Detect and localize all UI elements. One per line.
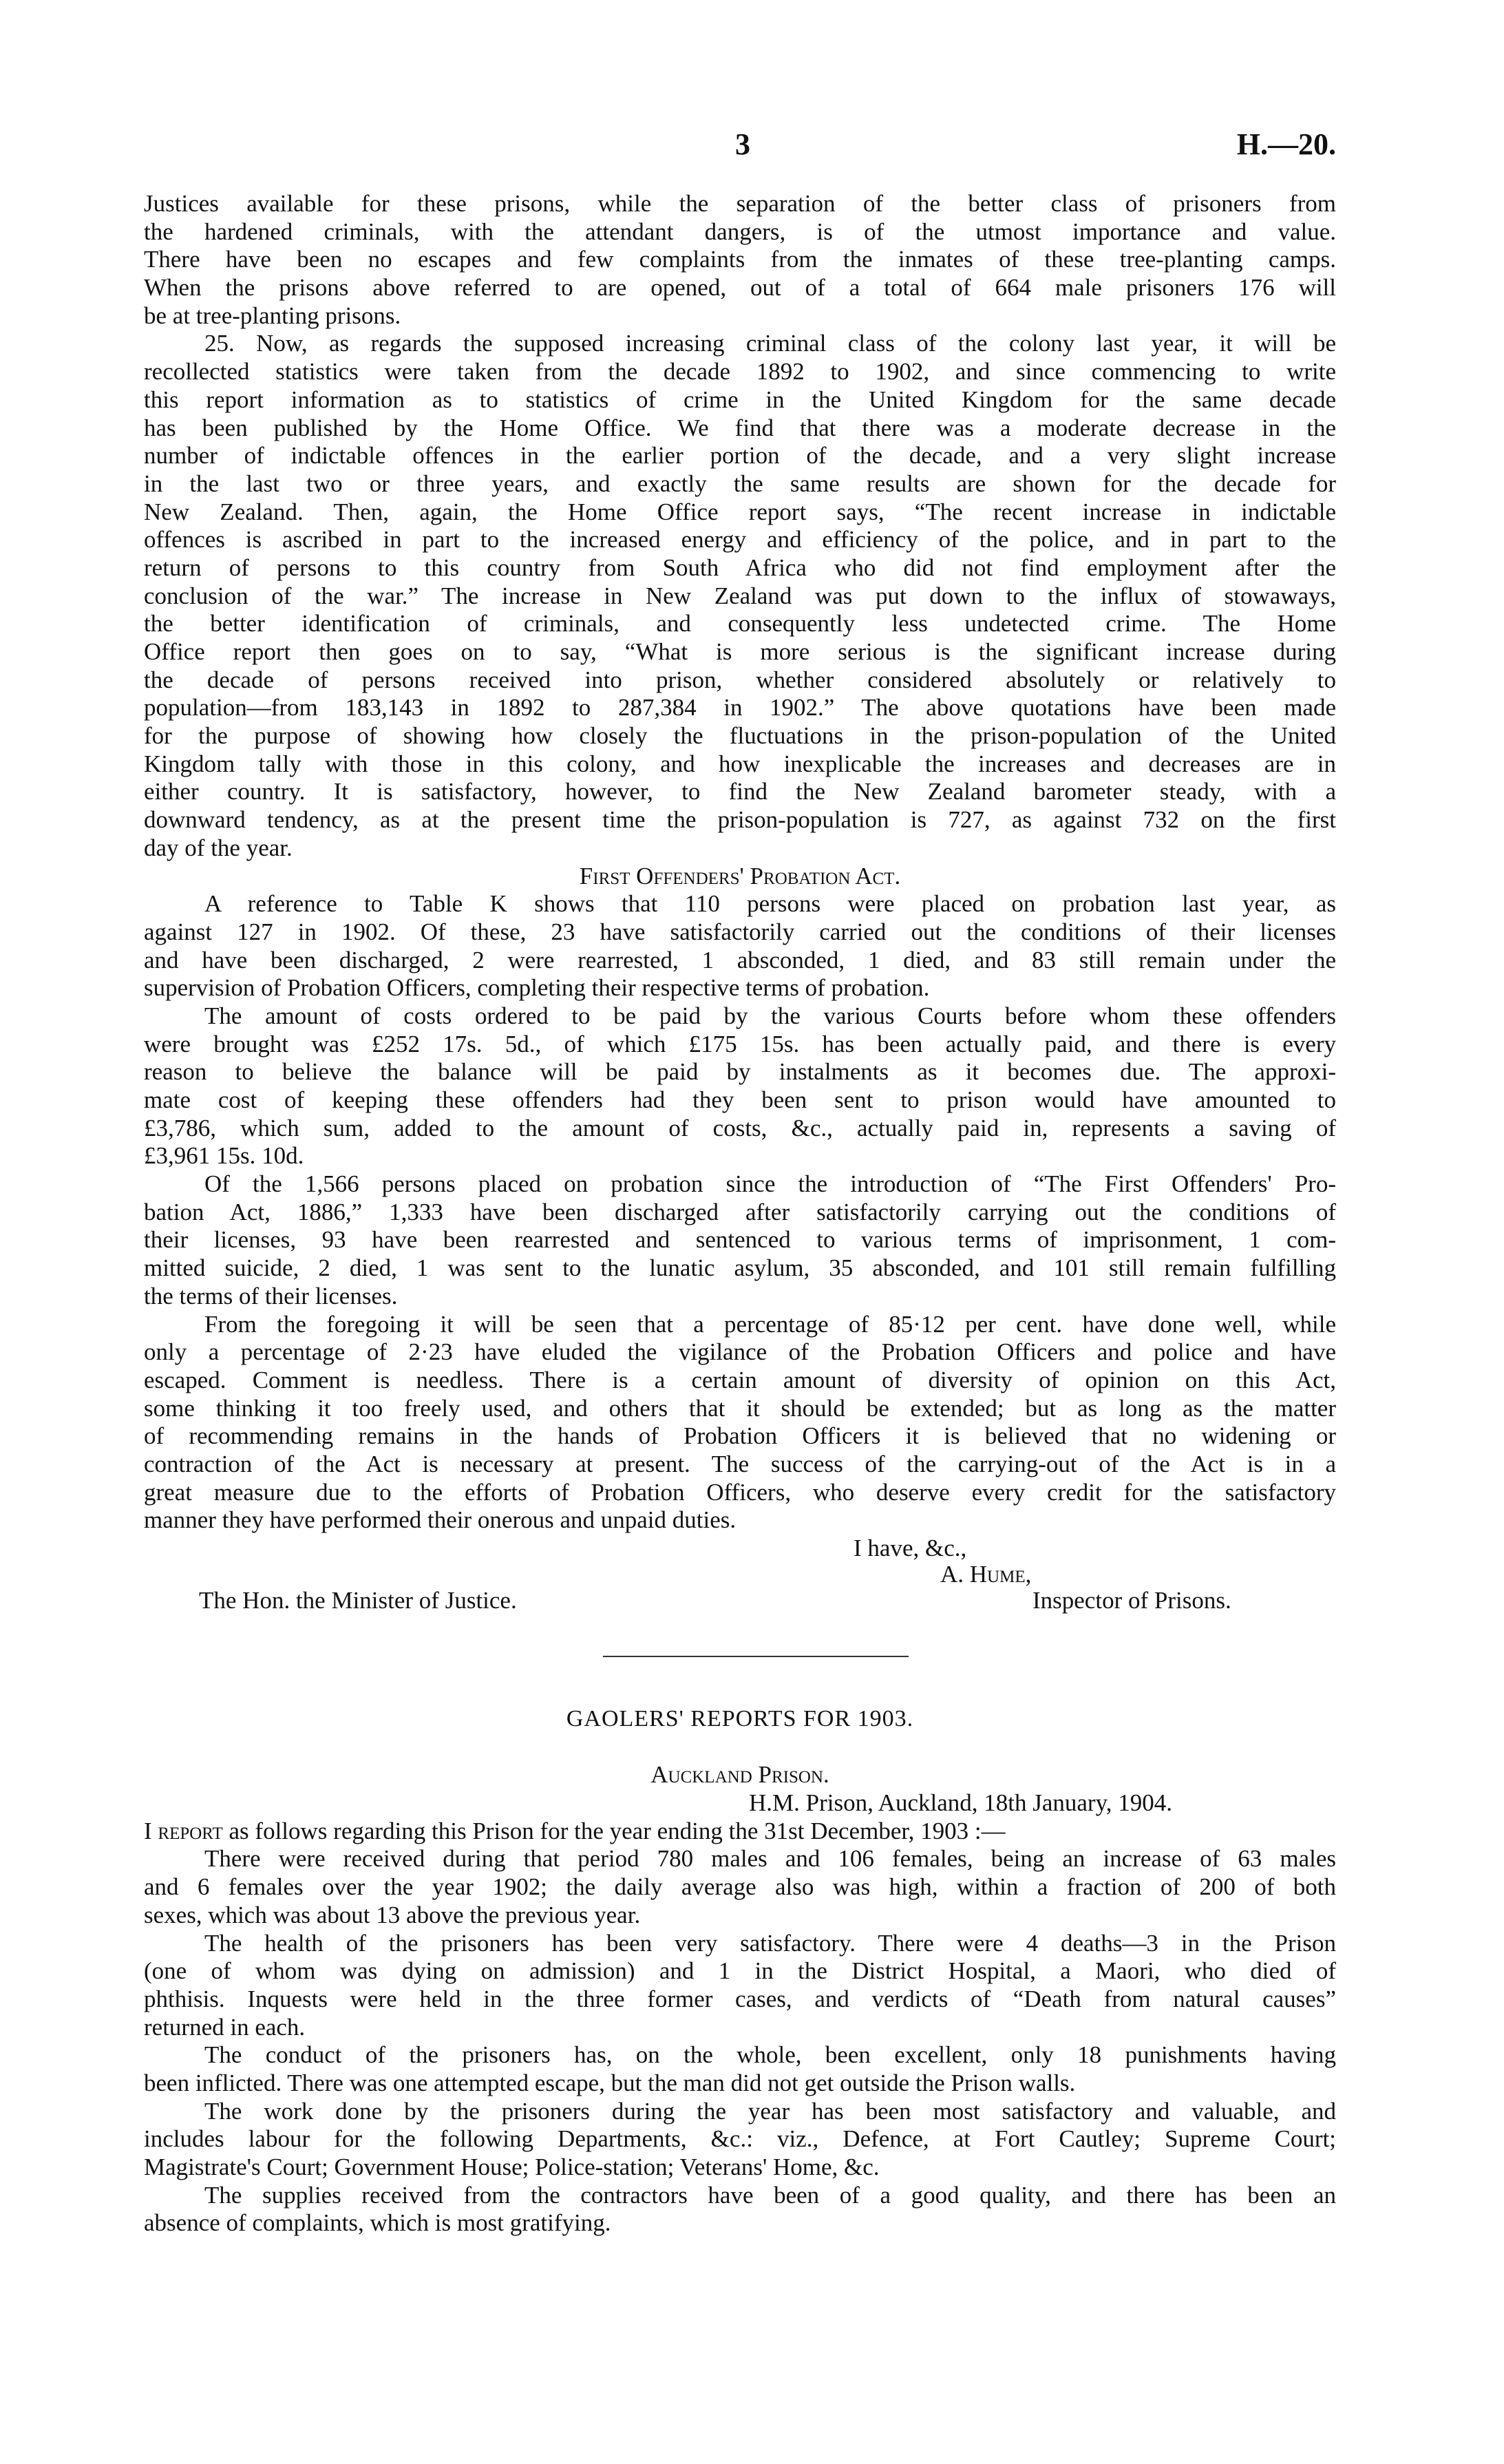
paragraph [144,1170,1336,1310]
paragraph [144,1311,1336,1535]
gaolers-paragraphs [144,1845,1336,2237]
text-line: From the foregoing it will be seen that a percentage of 85·12 per cent. have done well, while [204,1310,1336,1338]
text-line: When the prisons above referred to are opened, out of a total of 664 male prisoners 176 will [144,274,1336,302]
intro-i: I [144,1817,152,1844]
text-line: New Zealand. Then, again, the Home Office report says, “The recent increase in indictable [144,498,1336,525]
paragraph [144,890,1336,1002]
text-line: has been published by the Home Office. We find that there was a moderate decrease in the [144,414,1336,441]
text-line: Justices available for these prisons, while the separation of the better class of prisoners from [144,190,1336,217]
text-line: escaped. Comment is needless. There is a certain amount of diversity of opinion on this Act, [144,1366,1336,1393]
text-line: The health of the prisoners has been very satisfactory. There were 4 deaths—3 in the Prison [204,1929,1336,1957]
gaolers-reports [144,1705,1336,2237]
text-line: the decade of persons received into prison, whether considered absolutely or relatively to [144,666,1336,693]
paragraph [144,2041,1336,2097]
signoff-title: Inspector of Prisons. [1032,1587,1231,1614]
text-line: absence of complaints, which is most gratifying. [144,2209,611,2237]
text-line: return of persons to this country from South Africa who did not find employment after the [144,554,1336,581]
text-line: There have been no escapes and few complaints from the inmates of these tree-planting camps. [144,246,1336,273]
text-line: for the purpose of showing how closely the fluctuations in the prison-population of the United [144,722,1336,750]
probation-paragraphs [144,890,1336,1535]
text-line: Magistrate's Court; Government House; Police-station; Veterans' Home, &c. [144,2154,880,2180]
text-line: Office report then goes on to say, “What is more serious is the significant increase during [144,638,1336,665]
text-line: The conduct of the prisoners has, on the whole, been excellent, only 18 punishments having [204,2041,1336,2069]
paragraph [144,330,1336,862]
text-line: (one of whom was dying on admission) and 1 in the District Hospital, a Maori, who died of [144,1957,1336,1985]
paragraph [144,2182,1336,2237]
text-line: mitted suicide, 2 died, 1 was sent to the lunatic asylum, 35 absconded, and 101 still remain fulfilling [144,1254,1336,1282]
text-line: their licenses, 93 have been rearrested and sentenced to various terms of imprisonment, 1 com- [144,1226,1336,1254]
signoff-signature: A. Hume, [940,1561,1032,1588]
text-line: number of indictable offences in the earlier portion of the decade, and a very slight increase [144,442,1336,470]
text-line: either country. It is satisfactory, however, to find the New Zealand barometer steady, with a [144,778,1336,805]
signoff-addressee: The Hon. the Minister of Justice. [199,1587,517,1614]
text-line: The amount of costs ordered to be paid by the various Courts before whom these offenders [204,1002,1336,1029]
text-line: some thinking it too freely used, and others that it should be extended; but as long as the matter [144,1394,1336,1422]
text-line: the better identification of criminals, and consequently less undetected crime. The Home [144,610,1336,638]
report-intro [144,1818,1336,1846]
text-line: returned in each. [144,2013,306,2041]
paragraph [144,190,1336,330]
text-line: be at tree-planting prisons. [144,302,401,329]
text-line: great measure due to the efforts of Probation Officers, who deserve every credit for the satisfactory [144,1478,1336,1506]
text-line: of recommending remains in the hands of Probation Officers it is believed that no widening or [144,1422,1336,1450]
text-line: sexes, which was about 13 above the previous year. [144,1901,641,1928]
report-paragraphs [144,190,1336,863]
text-line: includes labour for the following Departments, &c.: viz., Defence, at Fort Cautley; Supreme Court; [144,2125,1336,2153]
text-line: recollected statistics were taken from the decade 1892 to 1902, and since commencing to write [144,358,1336,386]
inspector-report [144,190,1336,1615]
text-line: £3,786, which sum, added to the amount of costs, &c., actually paid in, represents a saving of [144,1114,1336,1141]
text-line: the hardened criminals, with the attendant dangers, is of the utmost importance and value. [144,218,1336,245]
prison-heading: Auckland Prison. [650,1761,829,1789]
text-line: Of the 1,566 persons placed on probation since the introduction of “The First Offenders' Pro- [204,1170,1336,1198]
text-line: The work done by the prisoners during the year has been most satisfactory and valuable, and [204,2097,1336,2125]
intro-report: report [158,1817,223,1844]
text-line: mate cost of keeping these offenders had they been sent to prison would have amounted to [144,1086,1336,1113]
text-line: were brought was £252 17s. 5d., of which £175 15s. has been actually paid, and there is every [144,1030,1336,1057]
section-divider [603,1656,909,1657]
text-line: day of the year. [144,834,293,861]
report-dateline: H.M. Prison, Auckland, 18th January, 1904. [749,1789,1173,1817]
text-line: contraction of the Act is necessary at present. The success of the carrying-out of the Act is in a [144,1450,1336,1477]
text-line: the terms of their licenses. [144,1282,398,1309]
text-line: The supplies received from the contractors have been of a good quality, and there has been an [204,2181,1336,2209]
text-line: only a percentage of 2·23 have eluded the vigilance of the Probation Officers and police and have [144,1338,1336,1366]
text-line: Kingdom tally with those in this colony, and how inexplicable the increases and decreases are in [144,750,1336,777]
intro-rest: as follows regarding this Prison for the year ending the 31st December, 1903 :— [229,1817,1006,1844]
paragraph [144,1930,1336,2042]
text-line: bation Act, 1886,” 1,333 have been discharged after satisfactorily carrying out the conditions of [144,1198,1336,1225]
text-line: manner they have performed their onerous and unpaid duties. [144,1506,737,1534]
text-line: downward tendency, as at the present time the prison-population is 727, as against 732 on the first [144,806,1336,834]
text-line: A reference to Table K shows that 110 persons were placed on probation last year, as [204,890,1336,918]
paragraph [144,1845,1336,1929]
text-line: phthisis. Inquests were held in the three former cases, and verdicts of “Death from natural causes” [144,1985,1336,2012]
text-line: conclusion of the war.” The increase in New Zealand was put down to the influx of stowaways, [144,582,1336,609]
gaolers-heading: GAOLERS' REPORTS FOR 1903. [566,1706,914,1731]
text-line: £3,961 15s. 10d. [144,1142,304,1170]
text-line: in the last two or three years, and exactly the same results are shown for the decade for [144,470,1336,497]
text-line: against 127 in 1902. Of these, 23 have satisfactorily carried out the conditions of their licenses [144,918,1336,945]
section-heading-probation: First Offenders' Probation Act. [579,862,901,889]
page-number: 3 [735,127,750,161]
text-line: supervision of Probation Officers, completing their respective terms of probation. [144,974,930,1002]
signoff-closing: I have, &c., [854,1535,967,1561]
paragraph [144,1002,1336,1170]
text-line: 25. Now, as regards the supposed increasing criminal class of the colony last year, it will be [204,330,1336,357]
text-line: offences is ascribed in part to the increased energy and efficiency of the police, and in part to the [144,526,1336,554]
text-line: and have been discharged, 2 were rearrested, 1 absconded, 1 died, and 83 still remain under the [144,946,1336,973]
text-line: There were received during that period 780 males and 106 females, being an increase of 63 males [204,1845,1336,1873]
text-line: and 6 females over the year 1902; the daily average also was high, within a fraction of 200 of both [144,1873,1336,1901]
paragraph [144,2098,1336,2182]
text-line: reason to believe the balance will be paid by instalments as it becomes due. The approxi- [144,1058,1336,1086]
text-line: this report information as to statistics of crime in the United Kingdom for the same decade [144,386,1336,413]
document-code: H.—20. [1236,127,1336,161]
text-line: population—from 183,143 in 1892 to 287,384 in 1902.” The above quotations have been made [144,694,1336,722]
text-line: been inflicted. There was one attempted escape, but the man did not get outside the Prison walls. [144,2069,1076,2096]
